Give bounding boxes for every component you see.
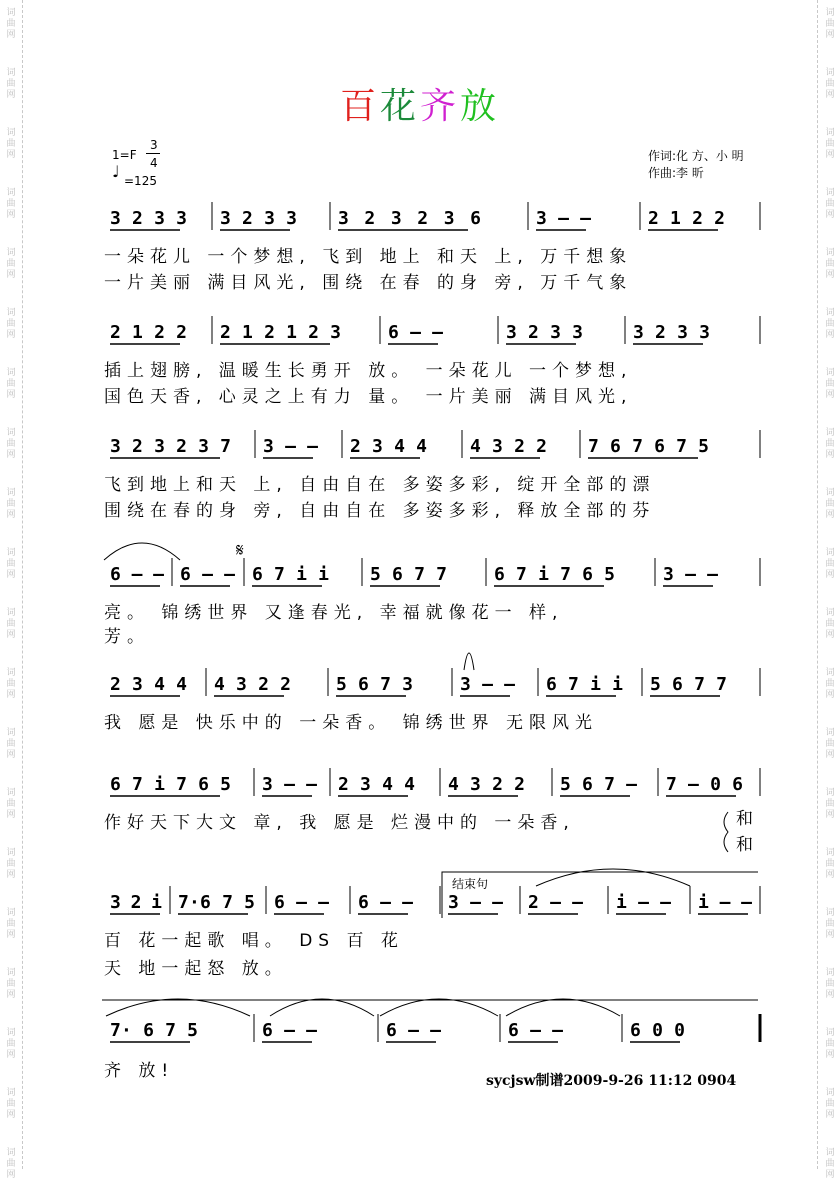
measure-notes: 3 – – bbox=[448, 892, 503, 913]
measure-notes: i – – bbox=[698, 892, 752, 913]
title-char: 放 bbox=[460, 86, 501, 127]
measure-notes: 6 7 i 7 6 5 bbox=[110, 774, 231, 795]
slur-arc bbox=[506, 999, 620, 1016]
lyric-line: 芳。 bbox=[104, 627, 150, 647]
key-signature: 1=F bbox=[112, 148, 137, 162]
tempo: =125 bbox=[124, 174, 157, 188]
watermark-mark: 词 曲 网 bbox=[6, 788, 16, 820]
watermark-mark: 词 曲 网 bbox=[825, 488, 835, 520]
watermark-mark: 词 曲 网 bbox=[6, 488, 16, 520]
brace bbox=[724, 812, 728, 852]
title-char: 百 bbox=[339, 86, 380, 127]
quarter-note-icon: ♩ bbox=[112, 162, 120, 181]
watermark-mark: 词 曲 网 bbox=[6, 848, 16, 880]
watermark-mark: 词 曲 网 bbox=[6, 968, 16, 1000]
measure-notes: 3 2 3 2 3 7 bbox=[110, 436, 231, 457]
measure-notes: 3 2 3 3 bbox=[220, 208, 297, 229]
measure-notes: 3 2 3 3 bbox=[110, 208, 187, 229]
measure-notes: 6 7 i i bbox=[546, 674, 623, 695]
watermark-mark: 词 曲 网 bbox=[6, 248, 16, 280]
measure-notes: 6 – – bbox=[388, 322, 443, 343]
measure-notes: 7· 6 7 5 bbox=[110, 1020, 198, 1041]
lyric-line: 我 愿是 快乐中的 一朵香。 锦绣世界 无限风光 bbox=[104, 713, 599, 733]
measure-notes: 2 1 2 2 bbox=[648, 208, 725, 229]
title-char: 花 bbox=[379, 86, 420, 127]
lyric-line: 国色天香, 心灵之上有力 量。 一片美丽 满目风光, bbox=[104, 387, 633, 407]
watermark-mark: 词 曲 网 bbox=[825, 1028, 835, 1060]
watermark-mark: 词 曲 网 bbox=[6, 728, 16, 760]
slur-arc bbox=[104, 543, 180, 560]
measure-notes: 6 – – bbox=[180, 564, 235, 585]
measure-notes: 6 – – bbox=[508, 1020, 563, 1041]
lyric-line: 围绕在春的身 旁, 自由自在 多姿多彩, 释放全部的芬 bbox=[104, 501, 656, 521]
watermark-mark: 词 曲 网 bbox=[6, 1028, 16, 1060]
watermark-mark: 词 曲 网 bbox=[6, 308, 16, 340]
measure-notes: 3 – – bbox=[262, 774, 317, 795]
watermark-mark: 词 曲 网 bbox=[6, 668, 16, 700]
lyric-line: 百 花一起歌 唱。 DS 百 花 bbox=[104, 931, 404, 951]
measure-notes: i – – bbox=[616, 892, 671, 913]
slur-arc bbox=[106, 999, 250, 1016]
watermark-mark: 词 曲 网 bbox=[825, 548, 835, 580]
measure-notes: 2 3 4 4 bbox=[338, 774, 415, 795]
measure-notes: 4 3 2 2 bbox=[448, 774, 525, 795]
lyric-line: 天 地一起怒 放。 bbox=[104, 959, 288, 979]
watermark-mark: 词 曲 网 bbox=[6, 368, 16, 400]
measure-notes: 3 2 3 3 bbox=[633, 322, 710, 343]
ending-label: 结束句 bbox=[452, 877, 489, 891]
measure-notes: 2 1 2 2 bbox=[110, 322, 187, 343]
lyricist: 作词:化 方、小 明 bbox=[648, 149, 744, 163]
measure-notes: 5 6 7 7 bbox=[370, 564, 447, 585]
footer-credit: sycjsw制谱2009-9-26 11:12 0904 bbox=[486, 1073, 737, 1089]
measure-notes: 6 – – bbox=[386, 1020, 441, 1041]
lyric-line: 齐 放! bbox=[104, 1061, 175, 1081]
measure-notes: 5 6 7 – bbox=[560, 774, 637, 795]
watermark-mark: 词 曲 网 bbox=[6, 188, 16, 220]
measure-notes: 2 1 2 1 2 3 bbox=[220, 322, 341, 343]
measure-notes: 6 – – bbox=[274, 892, 329, 913]
measure-notes: 4 3 2 2 bbox=[214, 674, 291, 695]
measure-notes: 3 – – bbox=[263, 436, 318, 457]
side-lyric: 和 bbox=[736, 809, 759, 829]
watermark-mark: 词 曲 网 bbox=[825, 608, 835, 640]
measure-notes: 6 7 i 7 6 5 bbox=[494, 564, 615, 585]
watermark-mark: 词 曲 网 bbox=[825, 908, 835, 940]
watermark-mark: 词 曲 网 bbox=[825, 428, 835, 460]
measure-notes: 5 6 7 3 bbox=[336, 674, 413, 695]
lyric-line: 一片美丽 满目风光, 围绕 在春 的身 旁, 万千气象 bbox=[104, 273, 633, 293]
watermark-mark: 词 曲 网 bbox=[825, 308, 835, 340]
measure-notes: 2 3 4 4 bbox=[350, 436, 427, 457]
lyric-line: 作好天下大文 章, 我 愿是 烂漫中的 一朵香, bbox=[104, 813, 575, 833]
measure-notes: 3 2 3 2 3 6 bbox=[338, 208, 481, 229]
slur-arc bbox=[270, 999, 374, 1016]
watermark-mark: 词 曲 网 bbox=[6, 908, 16, 940]
slur-arc bbox=[464, 653, 474, 670]
lyric-line: 插上翅膀, 温暖生长勇开 放。 一朵花儿 一个梦想, bbox=[104, 361, 633, 381]
segno-icon: 𝄋 bbox=[236, 540, 244, 561]
slur-arc bbox=[380, 999, 498, 1016]
measure-notes: 7 – 0 6 bbox=[666, 774, 743, 795]
watermark-mark: 词 曲 网 bbox=[825, 968, 835, 1000]
watermark-mark: 词 曲 网 bbox=[6, 428, 16, 460]
measure-notes: 3 – – bbox=[663, 564, 718, 585]
watermark-mark: 词 曲 网 bbox=[825, 188, 835, 220]
measure-notes: 3 2 3 3 bbox=[506, 322, 583, 343]
measure-notes: 7 6 7 6 7 5 bbox=[588, 436, 709, 457]
measure-notes: 3 2 i bbox=[110, 892, 162, 913]
measure-notes: 5 6 7 7 bbox=[650, 674, 727, 695]
watermark-mark: 词 曲 网 bbox=[825, 668, 835, 700]
measure-notes: 2 – – bbox=[528, 892, 583, 913]
watermark-mark: 词 曲 网 bbox=[6, 548, 16, 580]
measure-notes: 6 – – bbox=[262, 1020, 317, 1041]
measure-notes: 4 3 2 2 bbox=[470, 436, 547, 457]
lyric-line: 亮。 锦绣世界 又逢春光, 幸福就像花一 样, bbox=[104, 603, 564, 623]
watermark-mark: 词 曲 网 bbox=[6, 128, 16, 160]
watermark-mark: 词 曲 网 bbox=[6, 608, 16, 640]
measure-notes: 6 – – bbox=[358, 892, 413, 913]
watermark-mark: 词 曲 网 bbox=[825, 128, 835, 160]
watermark-mark: 词 曲 网 bbox=[825, 788, 835, 820]
measure-notes: 3 – – bbox=[460, 674, 515, 695]
measure-notes: 2 3 4 4 bbox=[110, 674, 187, 695]
measure-notes: 6 0 0 bbox=[630, 1020, 685, 1041]
measure-notes: 6 7 i i bbox=[252, 564, 329, 585]
measure-notes: 6 – – bbox=[110, 564, 164, 585]
watermark-mark: 词 曲 网 bbox=[825, 728, 835, 760]
watermark-mark: 词 曲 网 bbox=[825, 1088, 835, 1120]
lyric-line: 飞到地上和天 上, 自由自在 多姿多彩, 绽开全部的漂 bbox=[104, 475, 656, 495]
composer: 作曲:李 昕 bbox=[648, 166, 704, 180]
watermark-mark: 词 曲 网 bbox=[6, 68, 16, 100]
title-char: 齐 bbox=[420, 86, 461, 127]
watermark-mark: 词 曲 网 bbox=[825, 248, 835, 280]
watermark-mark: 词 曲 网 bbox=[825, 848, 835, 880]
side-lyric: 和 bbox=[736, 835, 759, 855]
time-sig-num: 3 bbox=[150, 138, 158, 152]
watermark-mark: 词 曲 网 bbox=[825, 68, 835, 100]
lyric-line: 一朵花儿 一个梦想, 飞到 地上 和天 上, 万千想象 bbox=[104, 247, 633, 267]
watermark-mark: 词 曲 网 bbox=[825, 8, 835, 40]
time-sig-den: 4 bbox=[150, 156, 158, 170]
watermark-mark: 词 曲 网 bbox=[6, 8, 16, 40]
watermark-mark: 词 曲 网 bbox=[825, 1148, 835, 1180]
watermark-mark: 词 曲 网 bbox=[825, 368, 835, 400]
watermark-mark: 词 曲 网 bbox=[6, 1088, 16, 1120]
watermark-mark: 词 曲 网 bbox=[6, 1148, 16, 1180]
measure-notes: 7·6 7 5 bbox=[178, 892, 255, 913]
measure-notes: 3 – – bbox=[536, 208, 591, 229]
